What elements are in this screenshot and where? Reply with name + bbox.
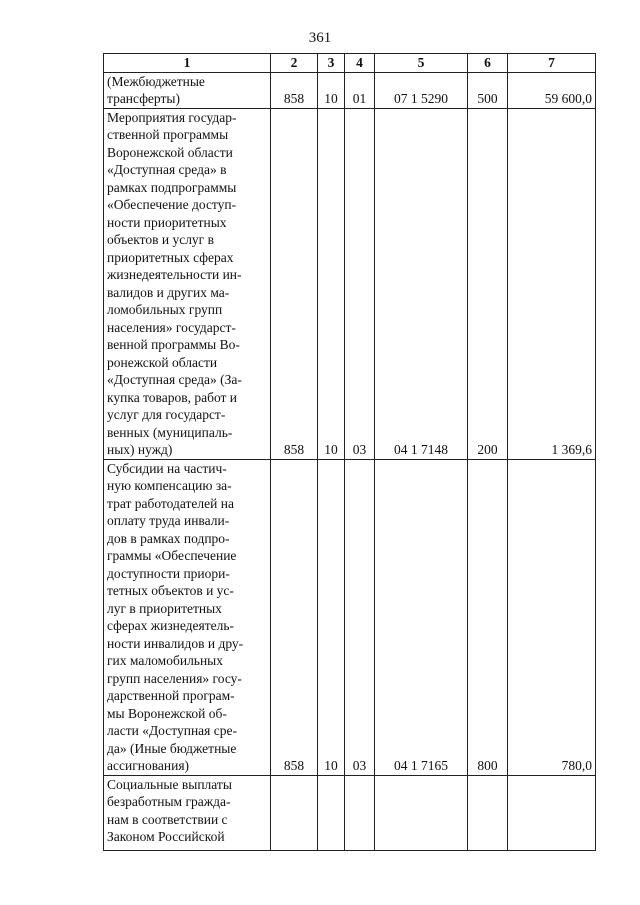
- page-number: 361: [308, 30, 332, 46]
- row-description: Социальные выплаты безработным гражда- нам в соответствии с Законом Российской: [104, 775, 271, 850]
- row-description: (Межбюджетные трансферты): [104, 72, 271, 108]
- row-description: Мероприятия государ- ственной программы Воронежской области «Доступная среда» в рамках подпрограммы «Обеспечение доступ- ности приоритетных объектов и услуг в приоритетных сферах жизнедеятельности ин- валидов и других ма- ломобильных групп населения» государст- венной программы Во- ронежской области «Доступная среда» (За- купка товаров, работ и услуг для государст- венных (муниципаль- ных) нужд): [104, 108, 271, 459]
- cell-vr: 200: [468, 108, 508, 459]
- budget-table: [103, 53, 596, 851]
- cell-gr: 858: [271, 108, 318, 459]
- cell-pr: 03: [345, 459, 375, 775]
- table-row: [104, 775, 596, 850]
- cell-vr: 800: [468, 459, 508, 775]
- table-row: [104, 72, 596, 108]
- column-header-2: 2: [271, 54, 318, 73]
- cell-csr: 04 1 7165: [375, 459, 468, 775]
- column-header-3: 3: [318, 54, 345, 73]
- cell-rz: [318, 775, 345, 850]
- cell-pr: [345, 775, 375, 850]
- header-row: [104, 54, 596, 73]
- cell-vr: 500: [468, 72, 508, 108]
- column-header-1: 1: [104, 54, 271, 73]
- cell-gr: 858: [271, 459, 318, 775]
- cell-gr: [271, 775, 318, 850]
- cell-pr: 01: [345, 72, 375, 108]
- cell-rz: 10: [318, 108, 345, 459]
- row-description: Субсидии на частич- ную компенсацию за- трат работодателей на оплату труда инвали- дов в рамках подпро- граммы «Обеспечение доступности приори- тетных объектов и ус- луг в приоритетных сферах жизнедеятель- ности инвалидов и дру- гих маломобильных групп населения» госу- дарственной програм- мы Воронежской об- ласти «Доступная сре- да» (Иные бюджетные ассигнования): [104, 459, 271, 775]
- table-row: [104, 108, 596, 459]
- cell-amount: [508, 775, 596, 850]
- column-header-6: 6: [468, 54, 508, 73]
- column-header-4: 4: [345, 54, 375, 73]
- column-header-7: 7: [508, 54, 596, 73]
- column-header-5: 5: [375, 54, 468, 73]
- cell-amount: 1 369,6: [508, 108, 596, 459]
- cell-pr: 03: [345, 108, 375, 459]
- cell-rz: 10: [318, 72, 345, 108]
- cell-csr: 04 1 7148: [375, 108, 468, 459]
- cell-amount: 780,0: [508, 459, 596, 775]
- cell-amount: 59 600,0: [508, 72, 596, 108]
- cell-csr: 07 1 5290: [375, 72, 468, 108]
- cell-vr: [468, 775, 508, 850]
- cell-gr: 858: [271, 72, 318, 108]
- table-row: [104, 459, 596, 775]
- cell-csr: [375, 775, 468, 850]
- cell-rz: 10: [318, 459, 345, 775]
